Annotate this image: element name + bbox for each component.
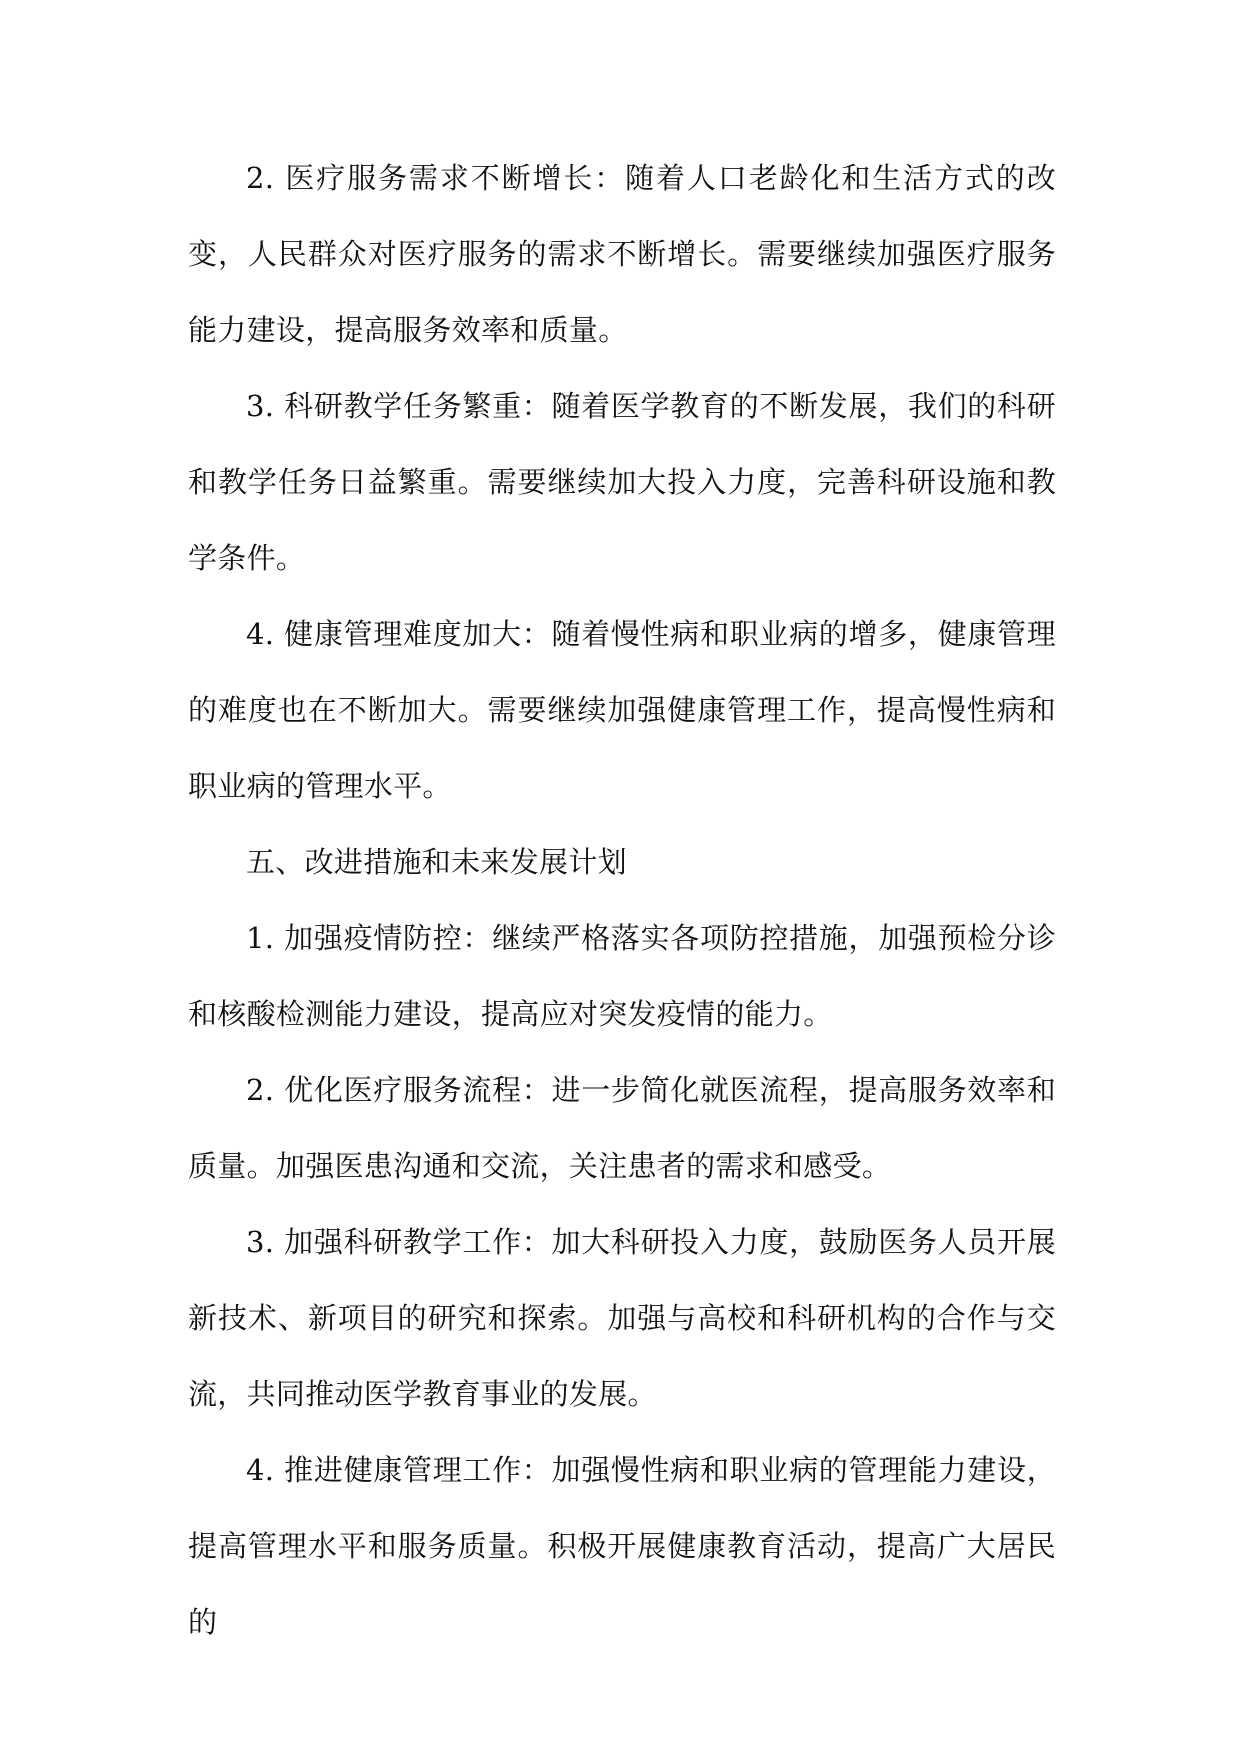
paragraph-medical-demand: 2. 医疗服务需求不断增长：随着人口老龄化和生活方式的改变，人民群众对医疗服务的需求不断增长。需要继续加强医疗服务能力建设，提高服务效率和质量。 [188,161,1056,347]
paragraph-health-work: 4. 推进健康管理工作：加强慢性病和职业病的管理能力建设，提高管理水平和服务质量。积极开展健康教育活动，提高广大居民的 [188,1453,1056,1639]
document-body [188,140,1056,1660]
paragraph-epidemic-control: 1. 加强疫情防控：继续严格落实各项防控措施，加强预检分诊和核酸检测能力建设，提高应对突发疫情的能力。 [188,921,1056,1031]
paragraph-research-teaching: 3. 科研教学任务繁重：随着医学教育的不断发展，我们的科研和教学任务日益繁重。需要继续加大投入力度，完善科研设施和教学条件。 [188,389,1056,575]
paragraph-research-work: 3. 加强科研教学工作：加大科研投入力度，鼓励医务人员开展新技术、新项目的研究和探索。加强与高校和科研机构的合作与交流，共同推动医学教育事业的发展。 [188,1225,1056,1411]
paragraph-service-process: 2. 优化医疗服务流程：进一步简化就医流程，提高服务效率和质量。加强医患沟通和交流，关注患者的需求和感受。 [188,1073,1056,1183]
paragraph-health-management: 4. 健康管理难度加大：随着慢性病和职业病的增多，健康管理的难度也在不断加大。需要继续加强健康管理工作，提高慢性病和职业病的管理水平。 [188,617,1056,803]
section-heading-improvement-plan: 五、改进措施和未来发展计划 [246,845,627,879]
